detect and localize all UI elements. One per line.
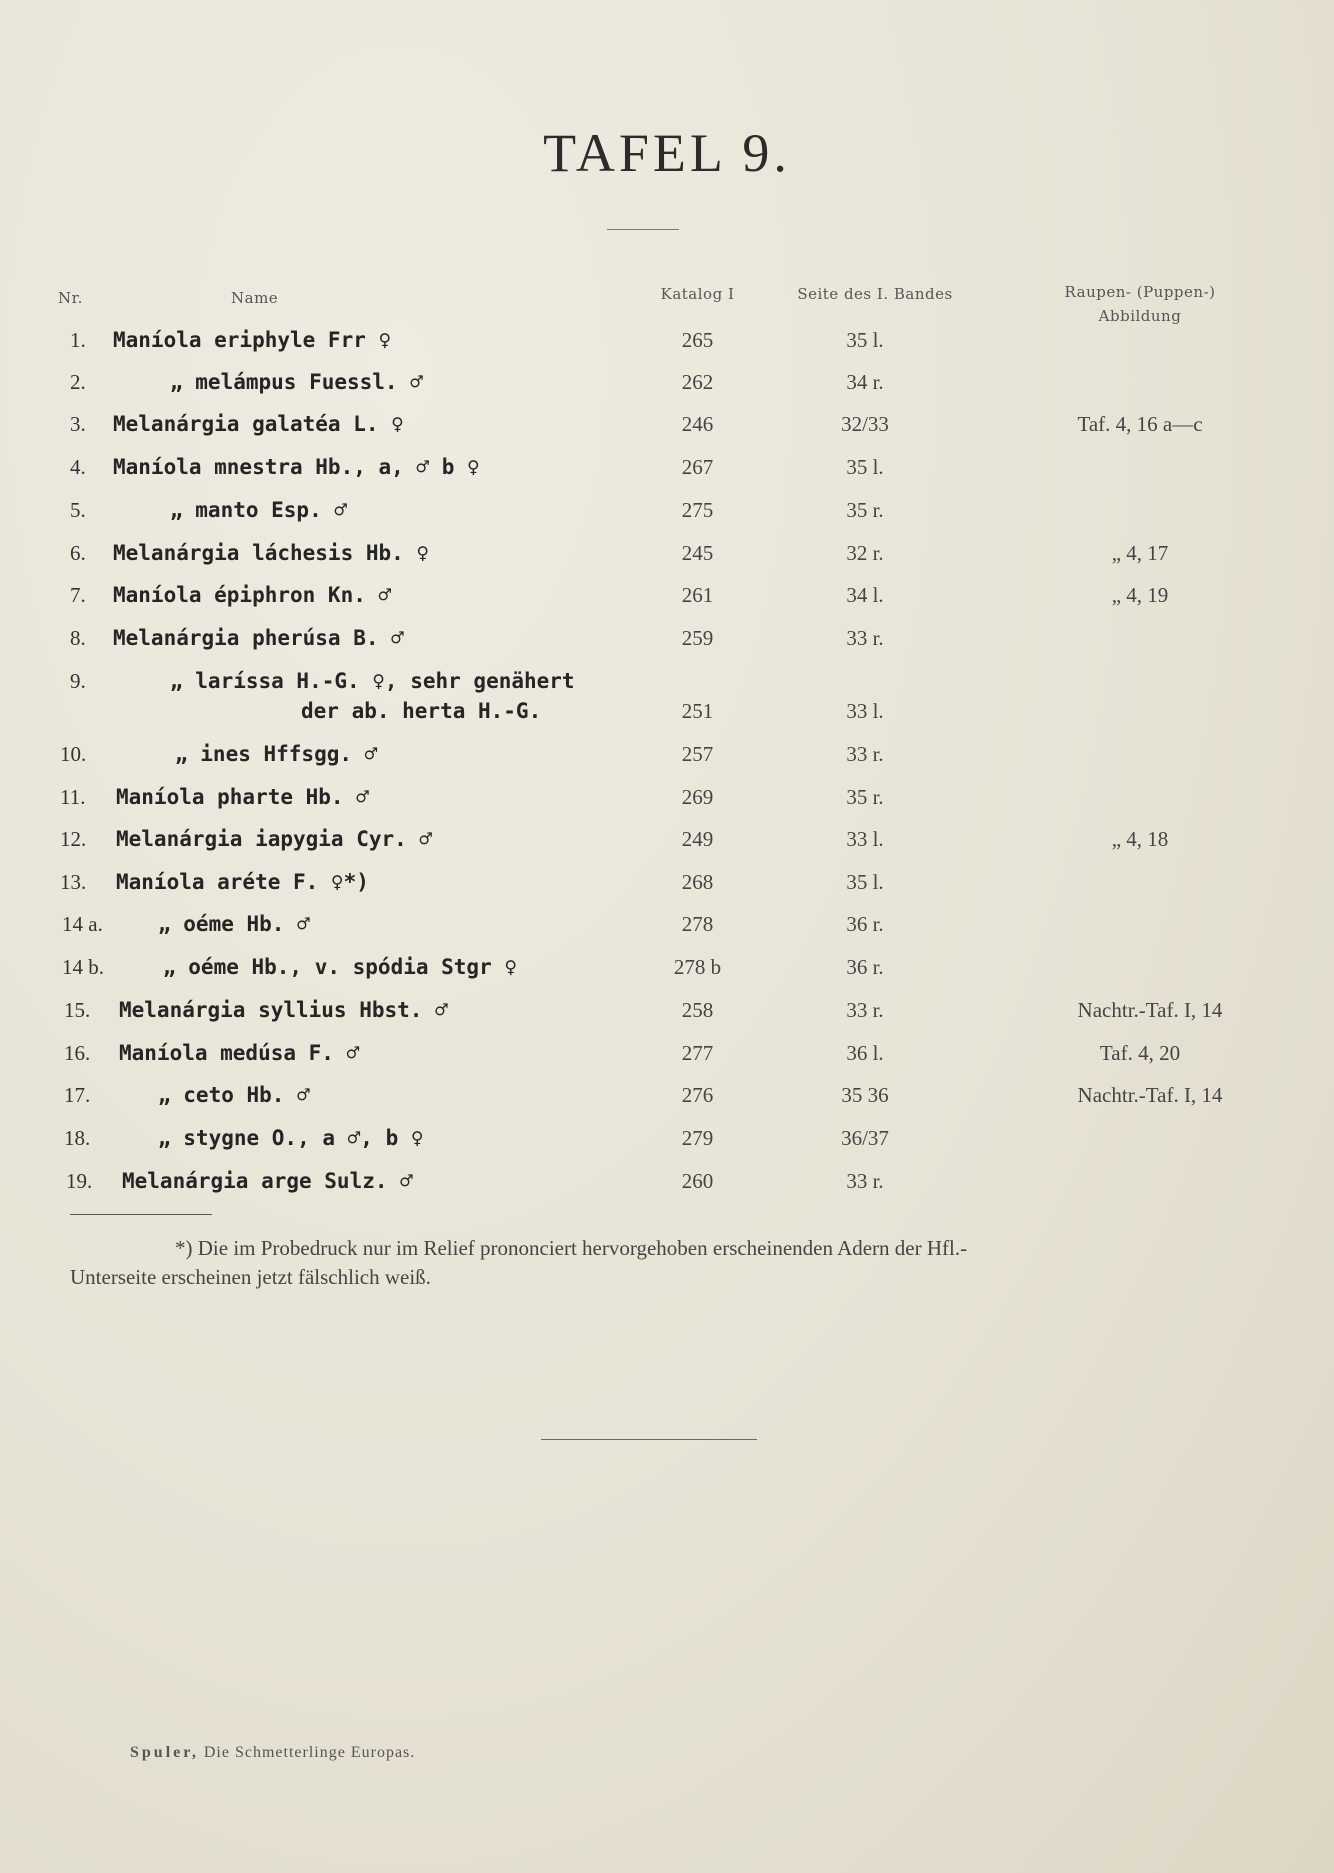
page-reference: 33 r. [846,626,884,650]
illustration-reference: Taf. 4, 16 a—c [1077,412,1203,436]
table-row [0,626,1334,660]
species-name: Melanárgia iapygia Cyr. ♂ [116,827,433,851]
plate-title: TAFEL 9. [543,123,791,183]
header-seite: Seite des I. Bandes [797,285,953,303]
species-name: Melanárgia galatéa L. ♀ [113,412,404,436]
footnote [70,1234,1270,1292]
katalog-number: 245 [681,541,714,565]
katalog-number: 267 [681,455,714,479]
species-name: Melanárgia láchesis Hb. ♀ [113,541,430,565]
row-number: 18. [64,1126,91,1150]
species-name: Maníola aréte F. ♀*) [116,870,369,894]
header-nr: Nr. [58,289,83,307]
table-row [0,785,1334,819]
species-name: Melanárgia arge Sulz. ♂ [122,1169,413,1193]
katalog-number: 277 [681,1041,714,1065]
section-divider [541,1439,757,1440]
table-row [0,583,1334,617]
row-number: 6. [70,541,86,565]
species-name: Maníola mnestra Hb., a, ♂ b ♀ [113,455,480,479]
species-name: Melanárgia syllius Hbst. ♂ [119,998,448,1022]
page-reference: 34 l. [846,583,884,607]
katalog-number: 275 [681,498,714,522]
footnote-line-1: *) Die im Probedruck nur im Relief prononciert hervorgehoben erscheinenden Adern der Hfl.- [175,1236,968,1260]
row-number: 9. [70,669,86,693]
page-reference: 34 r. [846,370,884,394]
table-row [0,1126,1334,1160]
katalog-number: 258 [681,998,714,1022]
table-row [0,412,1334,446]
illustration-reference: Taf. 4, 20 [1099,1041,1181,1065]
row-number: 7. [70,583,86,607]
row-number: 14 b. [62,955,104,979]
row-number: 10. [60,742,87,766]
row-number: 8. [70,626,86,650]
footnote-divider [70,1214,212,1215]
species-name: „ oéme Hb., v. spódia Stgr ♀ [163,955,518,979]
page-reference: 32/33 [841,412,889,436]
page-reference: 36 r. [846,912,884,936]
table-row [0,998,1334,1032]
table-row [0,455,1334,489]
page-reference: 33 l. [846,827,884,851]
page-reference: 36/37 [841,1126,889,1150]
page-reference: 33 r. [846,742,884,766]
species-name: „ melámpus Fuessl. ♂ [170,370,423,394]
katalog-number: 249 [681,827,714,851]
species-name: „ ceto Hb. ♂ [158,1083,310,1107]
illustration-reference: Nachtr.-Taf. I, 14 [1077,1083,1223,1107]
table-row [0,328,1334,362]
page-reference: 36 l. [846,1041,884,1065]
row-number: 15. [64,998,91,1022]
row-number: 2. [70,370,86,394]
table-row [0,912,1334,946]
table-row [0,827,1334,861]
illustration-reference: „ 4, 18 [1111,827,1169,851]
katalog-number: 246 [681,412,714,436]
row-number: 1. [70,328,86,352]
header-katalog: Katalog I [660,285,735,303]
katalog-number: 269 [681,785,714,809]
table-row [0,870,1334,904]
species-name-continuation: der ab. herta H.-G. [301,699,542,723]
species-name: Maníola medúsa F. ♂ [119,1041,360,1065]
row-number: 13. [60,870,87,894]
illustration-reference: Nachtr.-Taf. I, 14 [1077,998,1223,1022]
page-reference: 33 r. [846,998,884,1022]
page-reference: 35 r. [846,785,884,809]
katalog-number: 278 b [673,955,722,979]
publication-credit [130,1744,415,1762]
katalog-number: 265 [681,328,714,352]
illustration-reference: „ 4, 17 [1111,541,1169,565]
footnote-line-2: Unterseite erscheinen jetzt fälschlich weiß. [70,1265,431,1289]
katalog-number: 262 [681,370,714,394]
table-row [0,370,1334,404]
katalog-number: 257 [681,742,714,766]
page-reference: 32 r. [846,541,884,565]
row-number: 12. [60,827,87,851]
species-name: Melanárgia pherúsa B. ♂ [113,626,404,650]
katalog-number: 251 [681,699,714,723]
page-reference: 33 l. [846,699,884,723]
species-name: „ laríssa H.-G. ♀, sehr genähert [170,669,575,693]
katalog-number: 260 [681,1169,714,1193]
species-name: „ manto Esp. ♂ [170,498,348,522]
row-number: 3. [70,412,86,436]
row-number: 16. [64,1041,91,1065]
table-row [0,955,1334,989]
illustration-reference: „ 4, 19 [1111,583,1169,607]
species-name: Maníola épiphron Kn. ♂ [113,583,392,607]
credit-work: Die Schmetterlinge Europas. [203,1744,416,1761]
katalog-number: 276 [681,1083,714,1107]
page-reference: 35 r. [846,498,884,522]
header-abbildung-line-2: Abbildung [1098,307,1182,325]
header-abbildung-line-1: Raupen- (Puppen-) [1064,283,1216,301]
page-reference: 36 r. [846,955,884,979]
table-row [0,1083,1334,1117]
katalog-number: 279 [681,1126,714,1150]
table-row [0,742,1334,776]
species-name: „ oéme Hb. ♂ [158,912,310,936]
title-divider [607,229,679,230]
page-reference: 35 l. [846,328,884,352]
table-row [0,498,1334,532]
header-name: Name [231,289,279,307]
katalog-number: 261 [681,583,714,607]
row-number: 14 a. [62,912,103,936]
katalog-number: 278 [681,912,714,936]
katalog-number: 259 [681,626,714,650]
page-reference: 35 l. [846,870,884,894]
page-reference: 35 l. [846,455,884,479]
table-row [0,1041,1334,1075]
row-number: 5. [70,498,86,522]
species-name: „ stygne O., a ♂, b ♀ [158,1126,424,1150]
row-number: 11. [60,785,86,809]
page-reference: 33 r. [846,1169,884,1193]
species-name: Maníola pharte Hb. ♂ [116,785,369,809]
species-name: Maníola eriphyle Frr ♀ [113,328,392,352]
species-name: „ ines Hffsgg. ♂ [175,742,378,766]
table-row [0,669,1334,739]
row-number: 17. [64,1083,91,1107]
table-row [0,1169,1334,1203]
page-reference: 35 36 [841,1083,889,1107]
table-row [0,541,1334,575]
row-number: 19. [66,1169,93,1193]
credit-author: Spuler, [130,1744,199,1761]
katalog-number: 268 [681,870,714,894]
row-number: 4. [70,455,86,479]
